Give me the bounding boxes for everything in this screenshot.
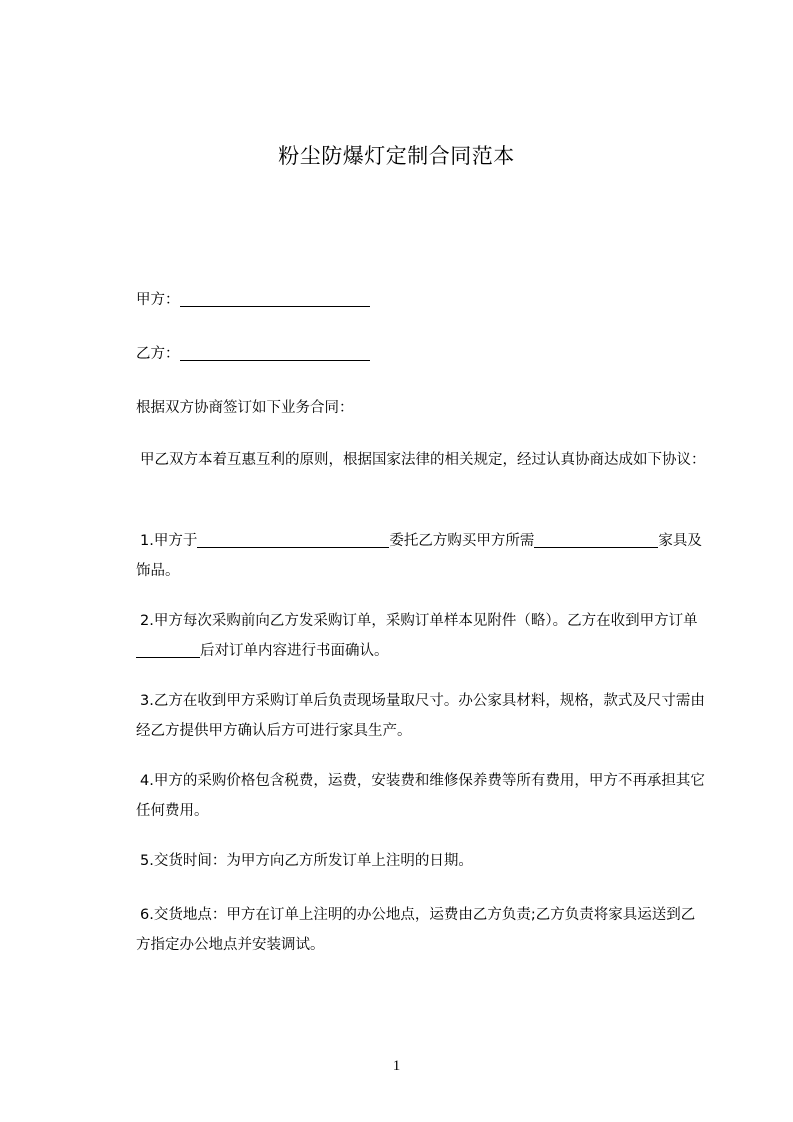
clause-6-text: 6.交货地点：甲方在订单上注明的办公地点，运费由乙方负责;乙方负责将家具运送到乙方指定办公地点并安装调试。: [136, 907, 696, 953]
party-a-blank: [180, 290, 370, 307]
party-a-label: 甲方：: [136, 292, 180, 308]
clause-6: [136, 900, 708, 960]
party-b-line: [136, 339, 370, 369]
clause-1-before: 1.甲方于: [140, 533, 198, 549]
clause-2: [136, 606, 708, 666]
clause-3: [136, 686, 708, 746]
clause-1: [136, 526, 708, 586]
intro-text: 根据双方协商签订如下业务合同：: [136, 400, 354, 416]
preamble-body: 甲乙双方本着互惠互利的原则，根据国家法律的相关规定，经过认真协商达成如下协议：: [140, 452, 706, 468]
page-number: 1: [392, 1058, 401, 1074]
preamble-text: [136, 445, 708, 475]
clause-1-blank-items: [534, 531, 658, 548]
party-b-label: 乙方：: [136, 346, 180, 362]
party-a-line: [136, 285, 370, 315]
clause-1-blank-date: [197, 531, 389, 548]
page-title: 粉尘防爆灯定制合同范本: [278, 144, 515, 168]
clause-5: [136, 846, 708, 876]
clause-1-middle: 委托乙方购买甲方所需: [389, 533, 535, 549]
clause-4: [136, 766, 708, 826]
clause-3-text: 3.乙方在收到甲方采购订单后负责现场量取尺寸。办公家具材料，规格，款式及尺寸需由经乙方提供甲方确认后方可进行家具生产。: [136, 693, 705, 739]
clause-5-text: 5.交货时间：为甲方向乙方所发订单上注明的日期。: [140, 853, 473, 869]
clause-4-text: 4.甲方的采购价格包含税费，运费，安装费和维修保养费等所有费用，甲方不再承担其它任何费用。: [136, 773, 705, 819]
clause-2-blank: [136, 641, 200, 658]
clause-2-after: 后对订单内容进行书面确认。: [200, 643, 389, 659]
clause-1-after: 家具及饰品。: [136, 533, 702, 579]
party-b-blank: [180, 344, 370, 361]
clause-2-before: 2.甲方每次采购前向乙方发采购订单，采购订单样本见附件（略）。乙方在收到甲方订单: [140, 613, 698, 629]
